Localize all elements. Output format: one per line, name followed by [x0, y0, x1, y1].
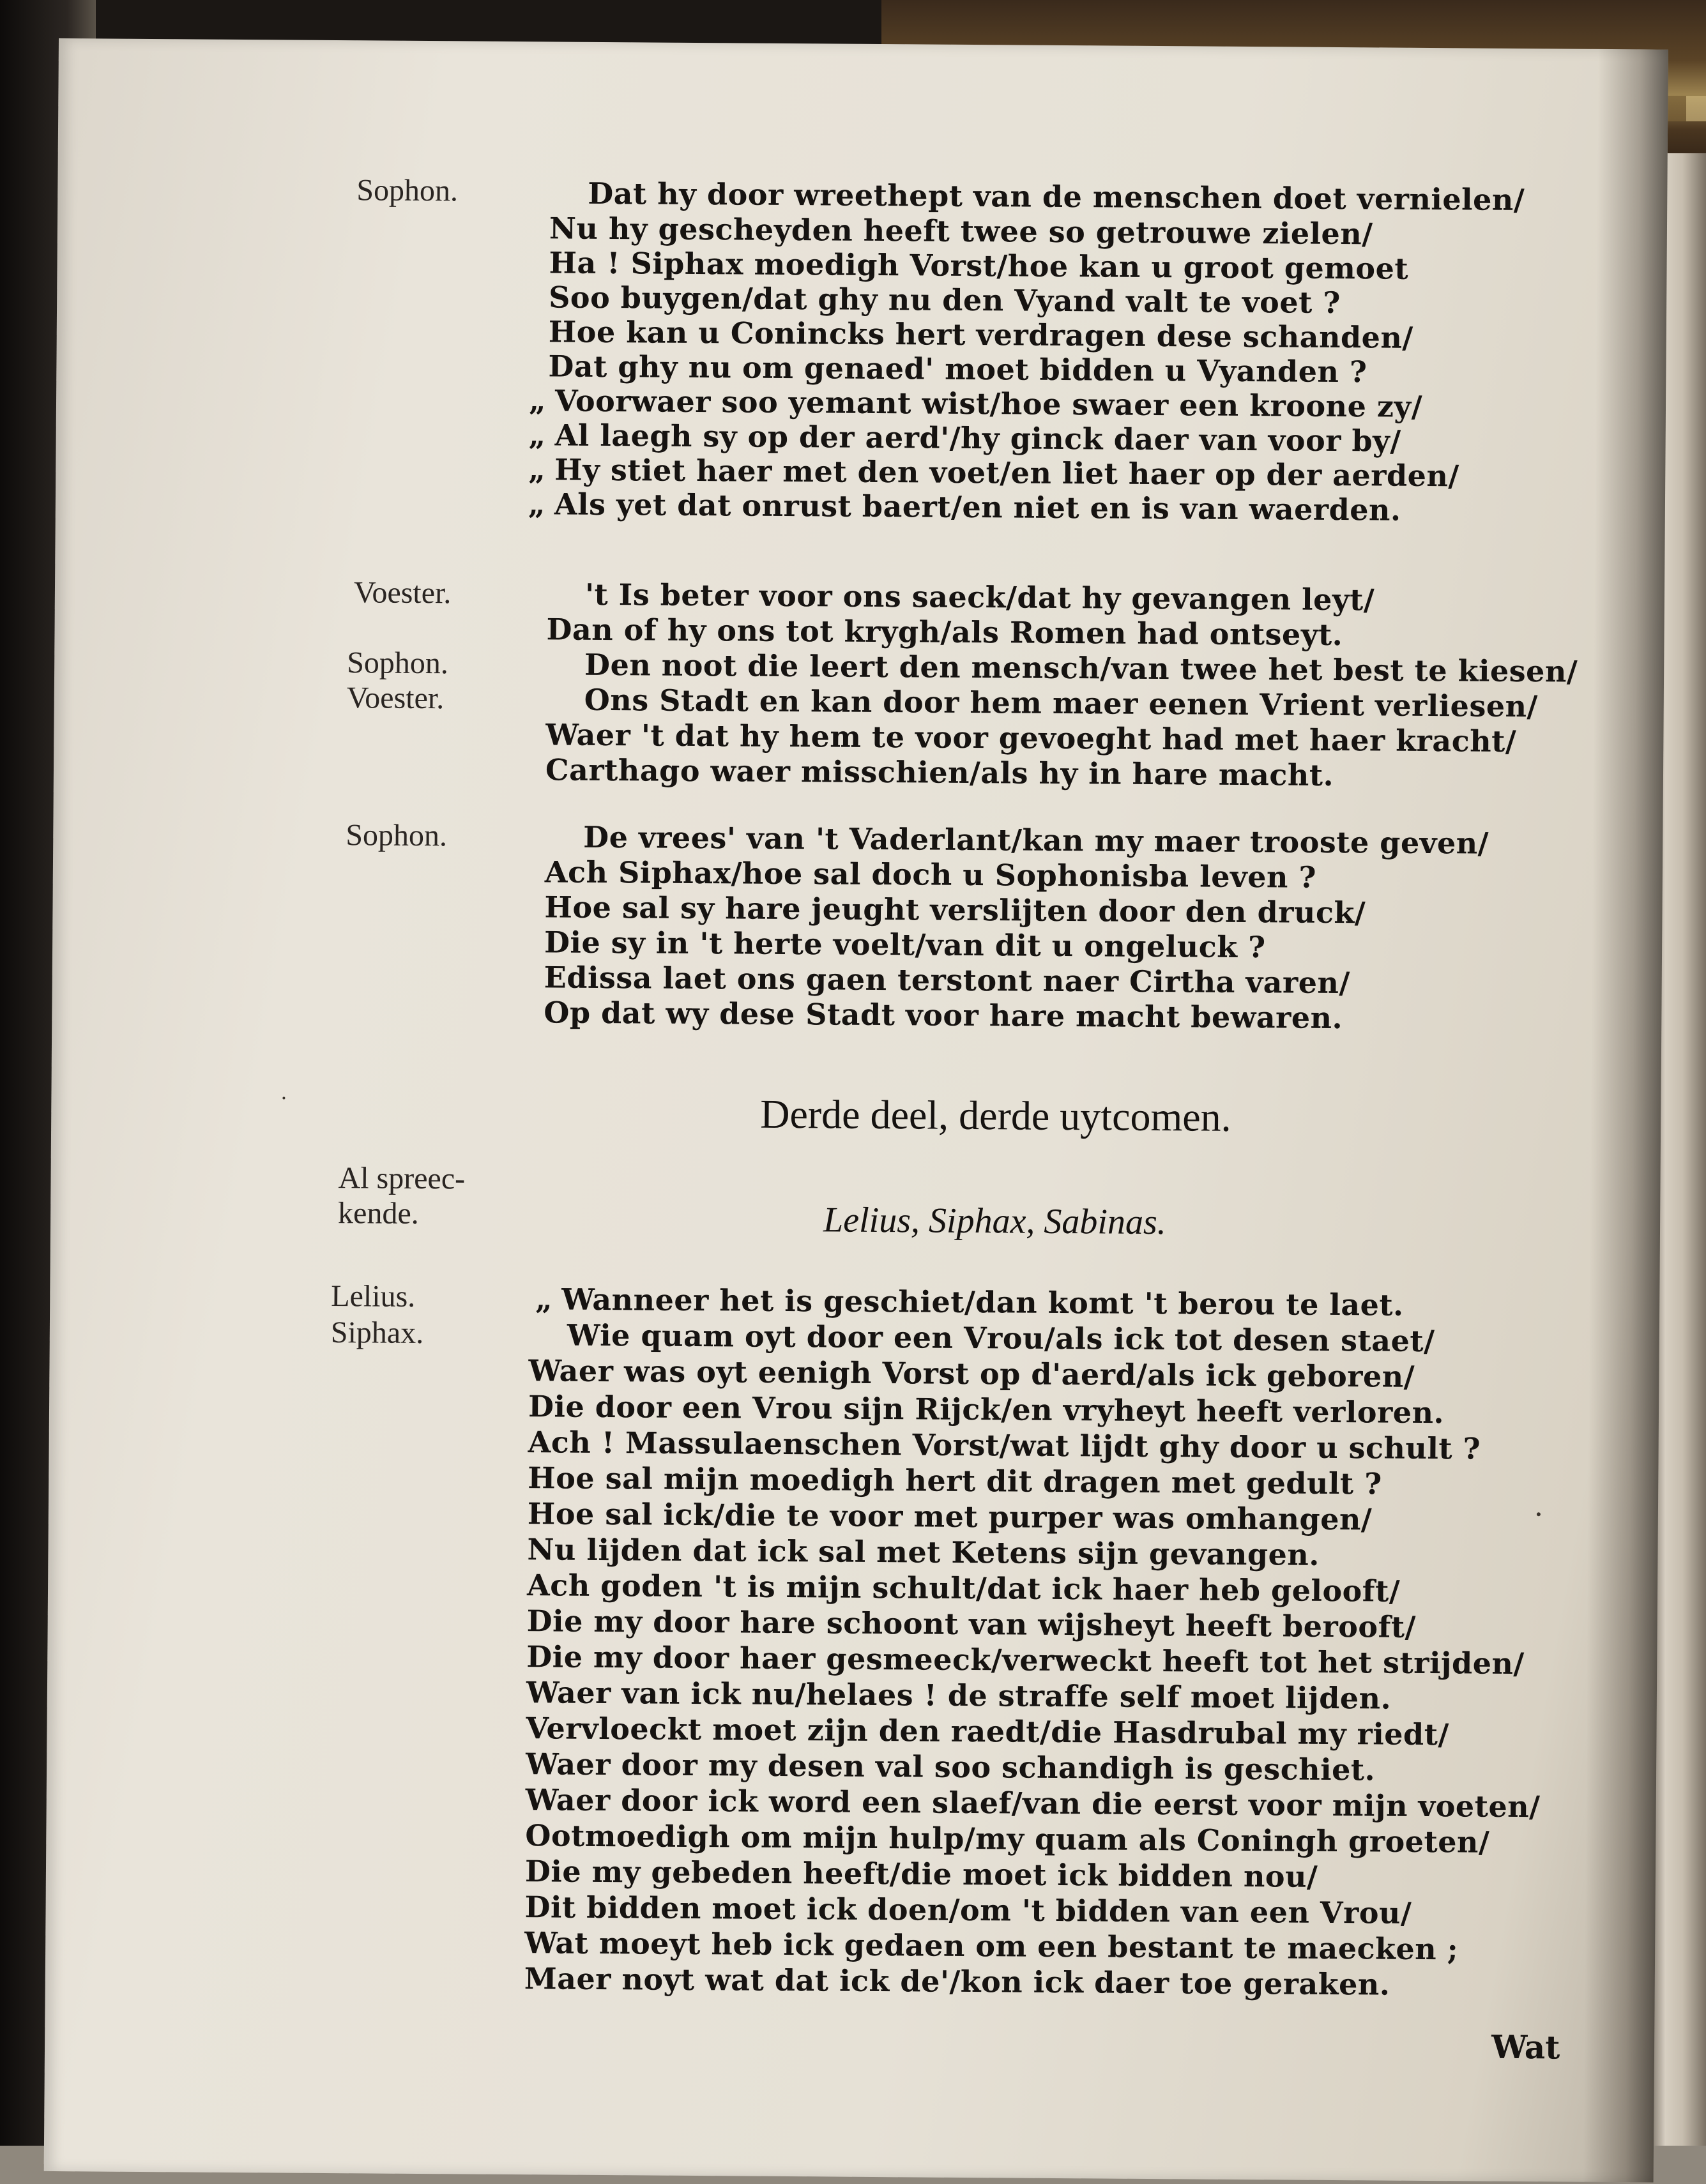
verse-line: Die my door hare schoont van wijsheyt heeft berooft/ [526, 1604, 1417, 1644]
verse-line: Ons Stadt en kan door hem maer eenen Vrient verliesen/ [584, 682, 1539, 724]
quote-mark: „ [528, 383, 547, 418]
verse-line: Ach Siphax/hoe sal doch u Sophonisba leven ? [544, 854, 1317, 895]
verse-line: Hoe kan u Conincks hert verdragen dese schanden/ [548, 314, 1413, 355]
verse-line: De vrees' van 't Vaderlant/kan my maer trooste geven/ [583, 819, 1489, 861]
verse-line-text: Als yet dat onrust baert/en niet en is van waerden. [554, 487, 1401, 527]
verse-line: Maer noyt wat dat ick de'/kon ick daer toe geraken. [524, 1961, 1390, 2002]
speaker-label: Siphax. [330, 1316, 424, 1351]
verse-line: Nu hy gescheyden heeft twee so getrouwe zielen/ [549, 211, 1373, 252]
verse-line: Waer 't dat hy hem te voor gevoeght had met haer kracht/ [545, 717, 1517, 759]
speaker-label: Lelius. [331, 1279, 416, 1314]
verse-line: Waer door ick word een slaef/van die eerst voor mijn voeten/ [525, 1782, 1541, 1824]
scene-roles: Lelius, Siphax, Sabinas. [823, 1200, 1167, 1243]
stage-note-line: kende. [337, 1196, 419, 1231]
verse-line: Die my door haer gesmeeck/verweckt heeft tot het strijden/ [526, 1639, 1525, 1681]
speaker-label: Voester. [353, 575, 452, 610]
verse-line: Dat hy door wreethept van de menschen doet vernielen/ [588, 176, 1525, 218]
ink-speck [1537, 1512, 1541, 1516]
verse-line: Ach goden 't is mijn schult/dat ick haer heb gelooft/ [526, 1568, 1401, 1609]
speaker-label: Voester. [346, 681, 445, 716]
verse-line-text: Al laegh sy op der aerd'/hy ginck daer van voor by/ [554, 418, 1401, 459]
page-text [44, 38, 1668, 2183]
verse-line: Wie quam oyt door een Vrou/als ick tot desen staet/ [567, 1317, 1435, 1359]
quote-mark: „ [528, 452, 546, 487]
verse-line: Waer van ick nu/helaes ! de straffe self moet lijden. [526, 1675, 1392, 1716]
verse-line: Die sy in 't herte voelt/van dit u ongeluck ? [544, 925, 1266, 965]
verse-line [535, 1282, 1404, 1322]
verse-line: Nu lijden dat ick sal met Ketens sijn gevangen. [527, 1532, 1320, 1572]
verse-line: Soo buygen/dat ghy nu den Vyand valt te voet ? [549, 280, 1341, 321]
verse-line-text: Hy stiet haer met den voet/en liet haer op der aerden/ [554, 452, 1459, 494]
verse-line-text: Voorwaer soo yemant wist/hoe swaer een kroone zy/ [554, 383, 1423, 424]
verse-line: Dat ghy nu om genaed' moet bidden u Vyanden ? [548, 349, 1367, 390]
verse-line: Die door een Vrou sijn Rijck/en vryheyt heeft verloren. [528, 1389, 1445, 1430]
verse-line: Ach ! Massulaenschen Vorst/wat lijdt ghy door u schult ? [528, 1425, 1481, 1466]
verse-line-text: Wanneer het is geschiet/dan komt 't berou te laet. [561, 1282, 1404, 1323]
speaker-label: Sophon. [356, 173, 459, 208]
verse-line: Carthago waer misschien/als hy in hare macht. [545, 752, 1334, 792]
verse-line: Hoe sal mijn moedigh hert dit dragen met gedult ? [528, 1460, 1382, 1501]
speaker-label: Sophon. [347, 646, 449, 681]
quote-mark: „ [528, 487, 546, 522]
quote-mark: „ [535, 1282, 553, 1317]
verse-line: Ha ! Siphax moedigh Vorst/hoe kan u groot gemoet [549, 245, 1409, 286]
verse-line: Den noot die leert den mensch/van twee het best te kiesen/ [584, 647, 1578, 689]
verse-line: Op dat wy dese Stadt voor hare macht bewaren. [544, 995, 1343, 1036]
speaker-label: Sophon. [346, 818, 448, 853]
verse-line: Waer door my desen val soo schandigh is geschiet. [525, 1747, 1376, 1787]
verse-line [528, 487, 1401, 527]
verse-line: 't Is beter voor ons saeck/dat hy gevangen leyt/ [584, 577, 1375, 618]
verse-line [529, 383, 1422, 424]
catchword: Wat [1491, 2028, 1560, 2066]
verse-line: Hoe sal ick/die te voor met purper was omhangen/ [527, 1496, 1373, 1537]
verse-line: Waer was oyt eenigh Vorst op d'aerd/als ick geboren/ [528, 1353, 1415, 1394]
stage-note-line: Al spreec- [338, 1161, 466, 1196]
verse-line: Ootmoedigh om mijn hulp/my quam als Coningh groeten/ [525, 1818, 1490, 1860]
verse-line: Dan of hy ons tot krygh/als Romen had ontseyt. [546, 612, 1343, 653]
verse-line: Dit bidden moet ick doen/om 't bidden van een Vrou/ [524, 1890, 1412, 1930]
verse-line [528, 418, 1401, 459]
quote-mark: „ [528, 418, 546, 453]
ink-speck [282, 1096, 285, 1099]
verse-line: Die my gebeden heeft/die moet ick bidden nou/ [524, 1854, 1318, 1894]
verse-line: Wat moeyt heb ick gedaen om een bestant te maecken ; [524, 1925, 1459, 1967]
verse-line: Vervloeckt moet zijn den raedt/die Hasdrubal my riedt/ [526, 1711, 1449, 1752]
book-page [44, 38, 1668, 2183]
verse-line: Edissa laet ons gaen terstont naer Cirtha varen/ [544, 960, 1350, 1001]
verse-line: Hoe sal sy hare jeught verslijten door den druck/ [544, 890, 1366, 930]
scene-heading: Derde deel, derde uytcomen. [760, 1091, 1231, 1140]
